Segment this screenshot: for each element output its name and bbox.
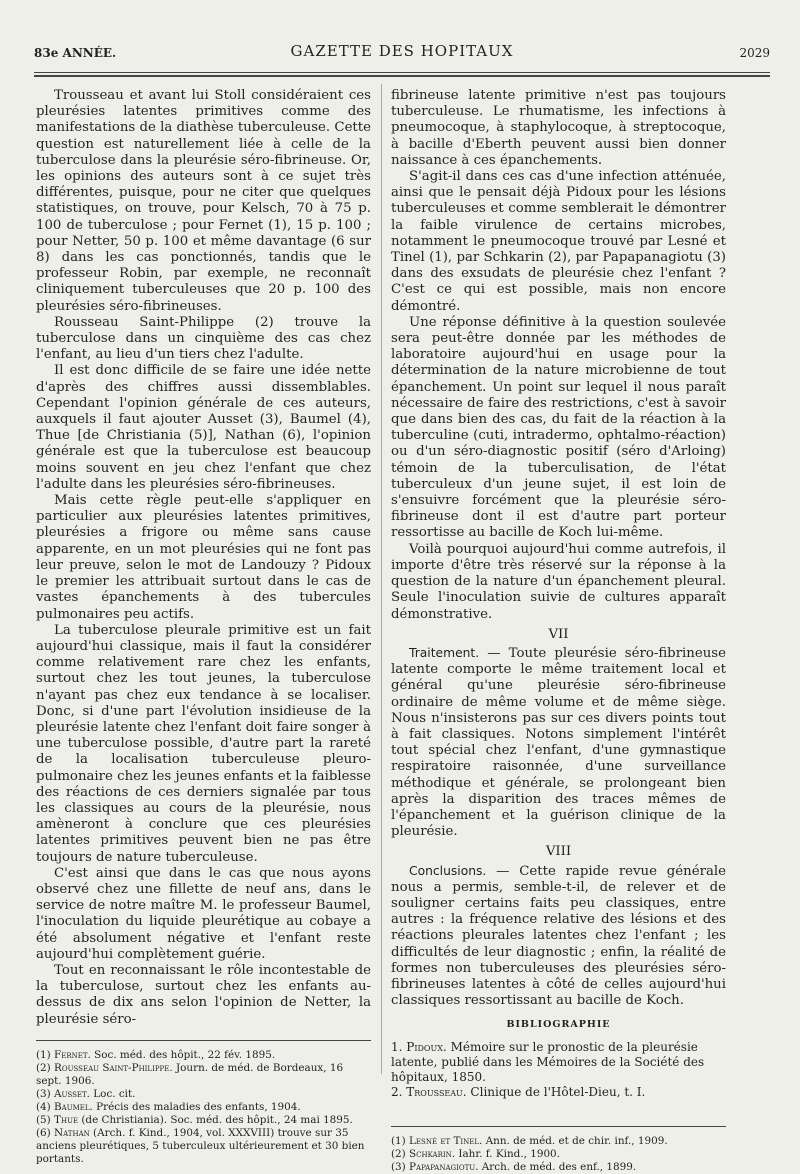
footnote: (5) Thue (de Christiania). Soc. méd. des hôpit., 24 mai 1895. <box>36 1113 353 1126</box>
footnote: (3) Ausset. Loc. cit. <box>36 1087 136 1100</box>
paragraph: La tuberculose pleurale primitive est un fait aujourd'hui classique, mais il faut la considérer comme relativement rare chez les enfants, surtout chez les tout jeunes, la tuberculose n'ayant pas chez eux tendance à se localiser. Donc, si d'une part l'évolution insidieuse de la pleurésie latente chez l'enfant doit faire songer à une tuberculose possible, d'autre part la rareté de la localisation tuberculeuse pleuro-pulmonaire chez les jeunes enfants et la faiblesse des réactions de ces derniers signalée par tous les classiques au cours de la pleurésie, nous amèneront à conclure que ces pleurésies latentes primitives peuvent bien ne pas être toujours de nature tuberculeuse. <box>36 622 371 865</box>
footnote: (1) Fernet. Soc. méd. des hôpit., 22 fév. 1895. <box>36 1048 276 1061</box>
bibliography-item: 1. Pidoux. Mémoire sur le pronostic de la pleurésie latente, publié dans les Mémoires de la Société des hôpitaux, 1850. <box>391 1039 705 1084</box>
paragraph: Mais cette règle peut-elle s'appliquer en particulier aux pleurésies latentes primitives, pleurésies a frigore ou même sans cause apparente, en un mot pleurésies qui ne font pas leur preuve, selon le mot de Landouzy ? Pidoux le premier les attribuait surtout dans le cas de vastes épanchements à des tubercules pulmonaires peu actifs. <box>36 493 371 622</box>
paragraph: S'agit-il dans ces cas d'une infection atténuée, ainsi que le pensait déjà Pidoux pour les lésions tuberculeuses et comme semblerait le démontrer la faible virulence de certains microbes, notamment le pneumocoque trouvé par Lesné et Tinel (1), par Schkarin (2), par Papapanagiotu (3) dans des exsudats de pleurésie chez l'enfant ? C'est ce qui est possible, mais non encore démontré. <box>391 169 726 314</box>
paragraph: Voilà pourquoi aujourd'hui comme autrefois, il importe d'être très réservé sur la réponse à la question de la nature d'un épanchement pleural. Seule l'inoculation suivie de cultures apparaît démonstrative. <box>391 541 726 622</box>
paragraph: C'est ainsi que dans le cas que nous ayons observé chez une fillette de neuf ans, dans le service de notre maître M. le professeur Baumel, l'inoculation du liquide pleurétique au cobaye a été absolument négative et l'enfant reste aujourd'hui complètement guérie. <box>36 865 371 962</box>
section-title: Conclusions. <box>409 863 487 878</box>
footnote: (3) Papapanagiotu. Arch. de méd. des enf., 1899. <box>391 1160 637 1173</box>
paragraph: Il est donc difficile de se faire une idée nette d'après des chiffres aussi dissemblables. Cependant l'opinion générale de ces auteurs, auxquels il faut ajouter Ausset (3), Baumel (4), Thue [de Christiania (5)], Nathan (6), l'opinion générale est que la tuberculose est beaucoup moins souvent en jeu chez l'enfant que chez l'adulte dans les pleurésies séro-fibrineuses. <box>36 363 371 492</box>
footnote-rule <box>391 1126 726 1127</box>
footnote: (6) Nathan (Arch. f. Kind., 1904, vol. XXXVIII) trouve sur 35 anciens pleurétiques, 5 tuberculeux ultérieurement et 30 bien portants. <box>36 1126 365 1165</box>
volume-label: 83e ANNÉE. <box>34 46 117 60</box>
section-traitement: Traitement. — Toute pleurésie séro-fibrineuse latente comporte le même traitement local et général qu'une pleurésie séro-fibrineuse ordinaire de même volume et de même siège. Nous n'insisterons pas sur ces divers points tout à fait classiques. Notons simplement l'intérêt tout spécial chez l'enfant, d'une gymnastique respiratoire raisonnée, d'une surveillance méthodique et générale, se prolongeant bien après la disparition des traces mêmes de l'épanchement et la guérison clinique de la pleurésie. <box>391 645 726 840</box>
column-divider <box>381 84 382 1074</box>
footnote: (1) Lesné et Tinel. Ann. de méd. et de chir. inf., 1909. <box>391 1134 668 1147</box>
footnote: (2) Schkarin. Iahr. f. Kind., 1900. <box>391 1147 560 1160</box>
section-title: Traitement. <box>409 645 480 660</box>
header-rule-thin <box>34 72 770 73</box>
footnote: (2) Rousseau Saint-Philippe. Journ. de méd. de Bordeaux, 16 sept. 1906. <box>36 1061 344 1087</box>
paragraph: Tout en reconnaissant le rôle incontestable de la tuberculose, surtout chez les enfants au-dessus de dix ans selon l'opinion de Netter, la pleurésie séro- <box>36 962 371 1027</box>
paragraph: Trousseau et avant lui Stoll considéraient ces pleurésies latentes primitives comme des manifestations de la diathèse tuberculeuse. Cette question est naturellement liée à celle de la tuberculose dans la pleurésie séro-fibrineuse. Or, les opinions des auteurs sont à ce sujet très différentes, puisque, pour ne citer que quelques statistiques, on trouve, pour Kelsch, 70 à 75 p. 100 de tuberculose ; pour Fernet (1), 15 p. 100 ; pour Netter, 50 p. 100 et même davantage (6 sur 8) dans les cas ponctionnés, tandis que le professeur Robin, par exemple, ne reconnaît cliniquement tuberculeuses que 20 p. 100 des pleurésies séro-fibrineuses. <box>36 88 371 314</box>
bibliography-heading: BIBLIOGRAPHIE <box>506 1019 611 1031</box>
left-column <box>36 88 371 1166</box>
running-header <box>34 40 770 64</box>
page-number: 2029 <box>739 46 770 60</box>
header-rule-thick <box>34 75 770 77</box>
bibliography-item: 2. Trousseau. Clinique de l'Hôtel-Dieu, t. I. <box>391 1084 646 1099</box>
section-number-viii: VIII <box>545 844 572 860</box>
journal-title: GAZETTE DES HOPITAUX <box>290 42 514 60</box>
right-column <box>391 88 726 1174</box>
footnote-rule <box>36 1040 371 1041</box>
section-number-vii: VII <box>548 626 569 642</box>
footnote: (4) Baumel. Précis des maladies des enfants, 1904. <box>36 1100 301 1113</box>
footnotes <box>36 1049 371 1166</box>
paragraph: fibrineuse latente primitive n'est pas toujours tuberculeuse. Le rhumatisme, les infections à pneumocoque, à staphylocoque, à streptocoque, à bacille d'Eberth peuvent aussi bien donner naissance à ces épanchements. <box>391 88 726 168</box>
paragraph: Rousseau Saint-Philippe (2) trouve la tuberculose dans un cinquième des cas chez l'enfant, au lieu d'un tiers chez l'adulte. <box>36 314 371 363</box>
paragraph: Une réponse définitive à la question soulevée sera peut-être donnée par les méthodes de laboratoire aujourd'hui en usage pour la détermination de la nature microbienne de tout épanchement. Un point sur lequel il nous paraît nécessaire de faire des restrictions, c'est à savoir que dans bien des cas, du fait de la réaction à la tuberculine (cuti, intradermo, ophtalmo-réaction) ou d'un séro-diagnostic positif (séro d'Arloing) témoin de la tuberculisation, de l'état tuberculeux d'un jeune sujet, il est loin de s'ensuivre forcément que la pleurésie séro-fibrineuse dont il est d'autre part porteur ressortisse au bacille de Koch lui-même. <box>391 314 726 541</box>
section-conclusions: Conclusions. — Cette rapide revue générale nous a permis, semble-t-il, de relever et de souligner certains faits peu classiques, entre autres : la fréquence relative des lésions et des réactions pleurales latentes chez l'enfant ; les difficultés de leur diagnostic ; enfin, la réalité de formes non tuberculeuses des pleurésies séro-fibrineuses latentes à côté de celles aujourd'hui classiques ressortissant au bacille de Koch. <box>391 863 726 1009</box>
